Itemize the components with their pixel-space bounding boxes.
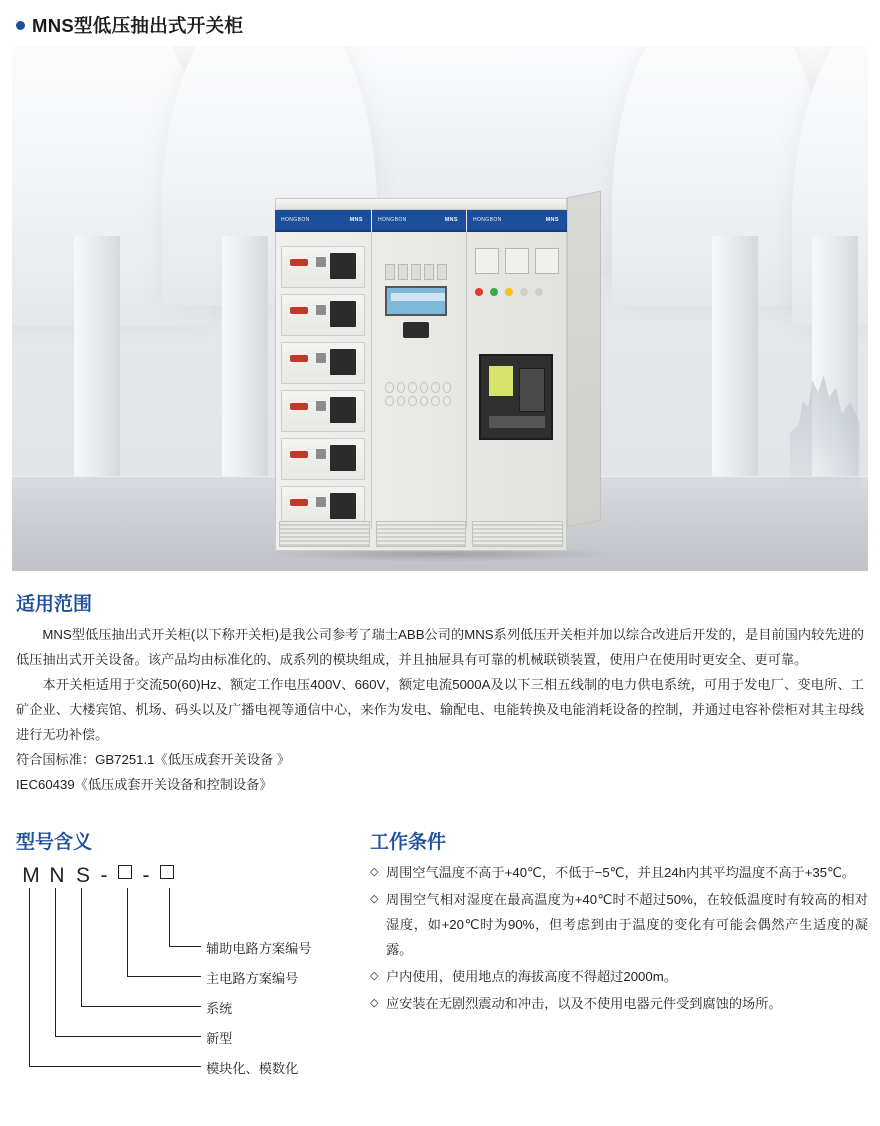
section-heading-conditions: 工作条件 bbox=[370, 832, 447, 853]
breaker-lever-icon bbox=[519, 368, 545, 412]
breaker-window bbox=[489, 366, 513, 396]
drawer-handle-icon bbox=[290, 499, 308, 506]
drawer-handle-icon bbox=[290, 307, 308, 314]
page-title-text: MNS型低压抽出式开关柜 bbox=[32, 15, 244, 36]
drawer-unit bbox=[281, 294, 365, 336]
selector-knob-icon bbox=[403, 322, 429, 338]
diagram-line bbox=[55, 1036, 201, 1037]
photo-pillar bbox=[74, 236, 120, 486]
condition-text: 周围空气相对湿度在最高温度为+40℃时不超过50%，在较低温度时有较高的相对湿度，如+20℃时为90%，但考虑到由于温度的变化有可能会偶然产生适度的凝露。 bbox=[386, 892, 868, 957]
condition-item bbox=[370, 991, 868, 1016]
cabinet-brand-label: HONGBON bbox=[473, 217, 502, 223]
cabinet-brand-band bbox=[467, 210, 567, 232]
condition-item bbox=[370, 887, 868, 962]
breaker-bar bbox=[489, 416, 545, 428]
diagram-line bbox=[127, 976, 201, 977]
model-code-char: N bbox=[49, 864, 65, 887]
diamond-bullet-icon: ◇ bbox=[370, 997, 379, 1009]
drawer-indicator-icon bbox=[316, 449, 326, 459]
meter-row bbox=[385, 264, 447, 280]
diagram-line bbox=[169, 888, 170, 946]
bullet-icon bbox=[16, 21, 25, 30]
drawer-display bbox=[330, 349, 356, 375]
bottom-columns bbox=[12, 809, 868, 1083]
cabinet-side-panel bbox=[567, 191, 601, 528]
photo-pillar bbox=[222, 236, 268, 486]
photo-pillar bbox=[712, 236, 758, 486]
cabinet-brand-band bbox=[372, 210, 466, 232]
cabinet-brand-label: HONGBON bbox=[378, 217, 407, 223]
diamond-bullet-icon: ◇ bbox=[370, 866, 379, 878]
diagram-line bbox=[81, 1006, 201, 1007]
diagram-label: 辅助电路方案编号 bbox=[206, 941, 312, 956]
indicator-grid bbox=[385, 382, 451, 406]
cabinet-model-label: MNS bbox=[545, 217, 559, 223]
cabinet-brand-band bbox=[275, 210, 371, 232]
drawer-handle-icon bbox=[290, 451, 308, 458]
cabinet-brand-label: HONGBON bbox=[281, 217, 310, 223]
scope-standard-1: 符合国标准：GB7251.1《低压成套开关设备 》 bbox=[16, 752, 291, 767]
scope-paragraph-1: MNS型低压抽出式开关柜(以下称开关柜)是我公司参考了瑞士ABB公司的MNS系列低压开关柜并加以综合改进后开发的，是目前国内较先进的低压抽出式开关设备。该产品均由标准化的、成系列的模块组成，并且抽屉具有可靠的机械联锁装置，使用户在使用时更安全、更可靠。 bbox=[16, 627, 864, 667]
control-screen bbox=[385, 286, 447, 316]
drawer-indicator-icon bbox=[316, 401, 326, 411]
drawer-unit bbox=[281, 246, 365, 288]
drawer-unit bbox=[281, 342, 365, 384]
drawer-handle-icon bbox=[290, 259, 308, 266]
diagram-label: 新型 bbox=[206, 1031, 233, 1046]
model-code-box bbox=[112, 864, 138, 888]
placeholder-box-icon bbox=[160, 865, 174, 879]
drawer-display bbox=[330, 397, 356, 423]
model-code bbox=[18, 860, 364, 888]
diagram-line bbox=[169, 946, 201, 947]
drawer-indicator-icon bbox=[316, 353, 326, 363]
scope-standard-2: IEC60439《低压成套开关设备和控制设备》 bbox=[16, 777, 273, 792]
cabinet-divider bbox=[371, 232, 372, 529]
model-code-box bbox=[154, 864, 180, 888]
diagram-label: 主电路方案编号 bbox=[206, 971, 299, 986]
screen-readout bbox=[391, 293, 445, 301]
diagram-line bbox=[29, 1066, 201, 1067]
condition-text: 应安装在无剧烈震动和冲击，以及不使用电器元件受到腐蚀的场所。 bbox=[386, 996, 782, 1011]
scope-body bbox=[16, 622, 864, 797]
product-photo bbox=[12, 46, 868, 571]
diamond-bullet-icon: ◇ bbox=[370, 970, 379, 982]
condition-text: 周围空气温度不高于+40℃，不低于−5℃，并且24h内其平均温度不高于+35℃。 bbox=[386, 865, 856, 880]
drawer-unit bbox=[281, 390, 365, 432]
panel-meters bbox=[475, 248, 559, 274]
cabinet-model-label: MNS bbox=[349, 217, 363, 223]
diagram-label: 模块化、模数化 bbox=[206, 1061, 299, 1076]
model-code-char: M bbox=[22, 864, 40, 887]
condition-text: 户内使用，使用地点的海拔高度不得超过2000m。 bbox=[386, 969, 677, 984]
drawer-handle-icon bbox=[290, 403, 308, 410]
drawer-display bbox=[330, 445, 356, 471]
conditions-column bbox=[364, 809, 868, 1083]
switchgear-cabinet bbox=[275, 186, 601, 551]
section-heading-model: 型号含义 bbox=[16, 832, 93, 853]
diagram-line bbox=[127, 888, 128, 976]
condition-item bbox=[370, 964, 868, 989]
drawer-indicator-icon bbox=[316, 305, 326, 315]
cabinet-divider bbox=[466, 232, 467, 529]
cabinet-top bbox=[275, 198, 567, 210]
model-column bbox=[12, 809, 364, 1083]
drawer-display bbox=[330, 493, 356, 519]
diagram-line bbox=[29, 888, 30, 1066]
vent-grill bbox=[279, 521, 370, 547]
model-code-char: - bbox=[100, 864, 108, 887]
placeholder-box-icon bbox=[118, 865, 132, 879]
section-heading-scope: 适用范围 bbox=[16, 594, 93, 615]
diagram-label: 系统 bbox=[206, 1001, 233, 1016]
air-circuit-breaker bbox=[479, 354, 553, 440]
ventilation-grills bbox=[279, 521, 563, 547]
drawer-indicator-icon bbox=[316, 257, 326, 267]
diamond-bullet-icon: ◇ bbox=[370, 893, 379, 905]
page-title bbox=[12, 0, 868, 46]
model-code-char: - bbox=[142, 864, 150, 887]
drawer-display bbox=[330, 301, 356, 327]
vent-grill bbox=[472, 521, 563, 547]
cabinet-model-label: MNS bbox=[444, 217, 458, 223]
drawer-indicator-icon bbox=[316, 497, 326, 507]
condition-item bbox=[370, 860, 868, 885]
indicator-lamps bbox=[475, 286, 559, 298]
vent-grill bbox=[376, 521, 467, 547]
diagram-line bbox=[81, 888, 82, 1006]
drawer-handle-icon bbox=[290, 355, 308, 362]
drawer-unit bbox=[281, 438, 365, 480]
drawer-display bbox=[330, 253, 356, 279]
model-code-char: S bbox=[75, 864, 90, 887]
scope-paragraph-2: 本开关柜适用于交流50(60)Hz、额定工作电压400V、660V，额定电流5000A及以下三相五线制的电力供电系统，可用于发电厂、变电所、工矿企业、大楼宾馆、机场、码头以及广播电视等通信中心，来作为发电、输配电、电能转换及电能消耗设备的控制，并通过电容补偿柜对其主母线进行无功补偿。 bbox=[16, 677, 864, 742]
diagram-line bbox=[55, 888, 56, 1036]
model-code-diagram bbox=[18, 888, 364, 1083]
